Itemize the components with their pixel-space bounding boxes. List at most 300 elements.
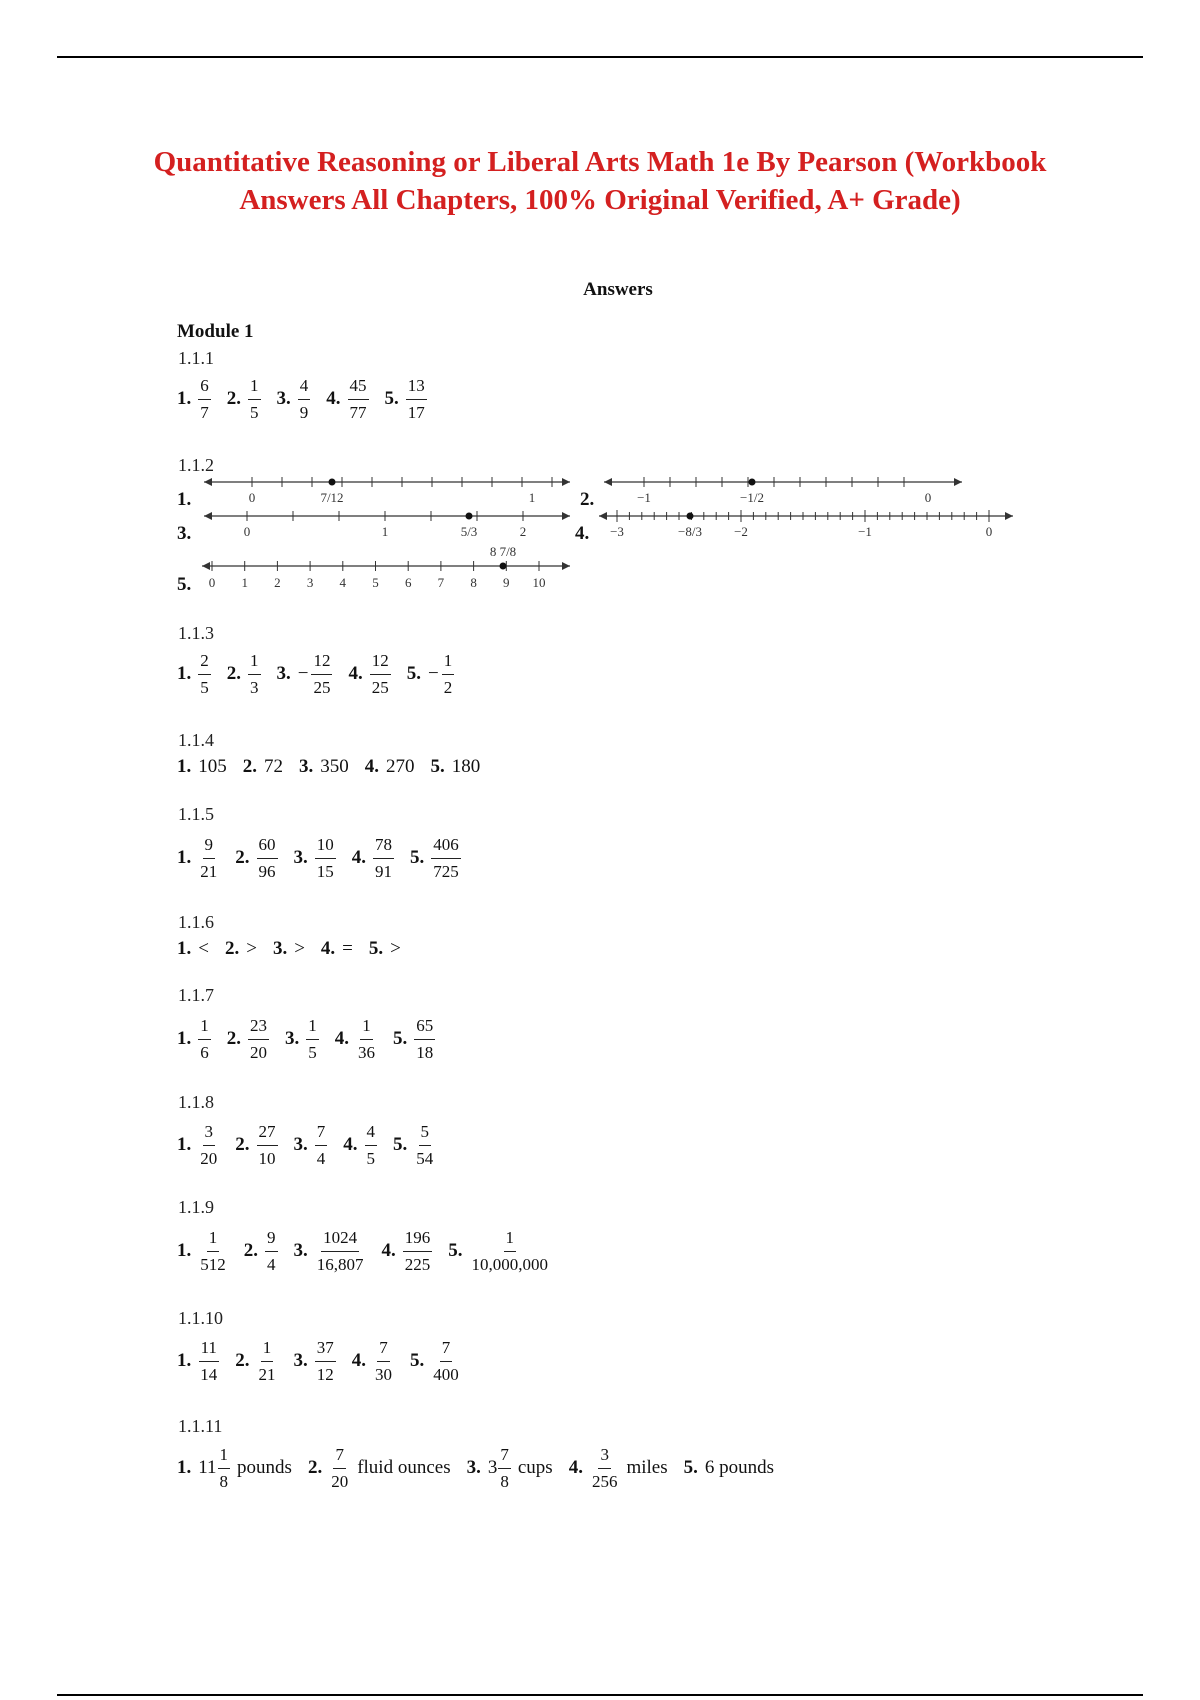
answer-item bbox=[294, 1227, 366, 1276]
denominator: 10,000,000 bbox=[471, 1254, 548, 1274]
answer-number: 4. bbox=[320, 938, 336, 959]
denominator: 91 bbox=[375, 861, 392, 881]
numerator: 7 bbox=[498, 1444, 511, 1469]
numerator: 12 bbox=[311, 650, 332, 675]
fraction bbox=[315, 1121, 328, 1170]
answers-row-1-1-6 bbox=[177, 924, 417, 974]
numberline-3 bbox=[200, 504, 575, 544]
denominator: 54 bbox=[416, 1148, 434, 1168]
numerator: 3 bbox=[598, 1444, 611, 1469]
answer-value: 270 bbox=[386, 756, 415, 777]
answer-item bbox=[365, 756, 415, 778]
denominator: 36 bbox=[358, 1042, 375, 1062]
section-label-1-1-10: 1.1.10 bbox=[178, 1308, 223, 1328]
denominator: 77 bbox=[349, 402, 367, 422]
tick-label: 1 bbox=[528, 490, 536, 505]
answer-item bbox=[227, 650, 261, 699]
answer-value: > bbox=[390, 938, 401, 959]
fraction bbox=[373, 834, 394, 883]
answer-number: 5. bbox=[448, 1240, 463, 1261]
answer-number: 2. bbox=[226, 388, 241, 409]
numerator: 1 bbox=[261, 1337, 274, 1362]
answer-number: 1. bbox=[177, 1028, 192, 1049]
answer-number: 4. bbox=[334, 1028, 349, 1049]
numerator: 23 bbox=[248, 1015, 269, 1040]
section-label-1-1-7: 1.1.7 bbox=[178, 985, 214, 1005]
numerator: 1 bbox=[198, 1015, 211, 1040]
answer-number: 2. bbox=[224, 938, 240, 959]
answer-item bbox=[393, 1015, 435, 1064]
numberline-5-point bbox=[500, 563, 507, 570]
answer-item bbox=[225, 938, 257, 960]
bottom-rule bbox=[57, 1694, 1143, 1696]
answer-item bbox=[407, 650, 454, 699]
tick-label: 0 bbox=[924, 490, 932, 505]
answer-item bbox=[177, 756, 227, 778]
answers-row-1-1-3 bbox=[177, 649, 470, 699]
denominator: 10 bbox=[258, 1148, 276, 1168]
answers-row-1-1-10 bbox=[177, 1336, 477, 1386]
answer-value: < bbox=[198, 938, 209, 959]
answer-number: 2. bbox=[307, 1457, 323, 1478]
answer-number: 3. bbox=[272, 938, 288, 959]
denominator: 5 bbox=[200, 677, 209, 697]
answer-item bbox=[177, 1227, 228, 1276]
answer-value: 350 bbox=[320, 756, 349, 777]
answer-item bbox=[410, 1337, 461, 1386]
fraction bbox=[373, 1337, 394, 1386]
answer-item bbox=[335, 1015, 377, 1064]
tick-label: 8 bbox=[470, 575, 477, 590]
fraction bbox=[257, 1121, 278, 1170]
numberline-2-point bbox=[749, 479, 756, 486]
section-label-1-1-2: 1.1.2 bbox=[178, 455, 214, 475]
answer-number: 2. bbox=[226, 1028, 241, 1049]
numberline-3-label: 3. bbox=[177, 523, 192, 544]
answer-item bbox=[369, 938, 401, 960]
denominator: 25 bbox=[371, 677, 389, 697]
fraction bbox=[198, 1121, 219, 1170]
answers-row-1-1-8 bbox=[177, 1120, 451, 1170]
denominator: 30 bbox=[375, 1364, 392, 1384]
tick-label: 9 bbox=[503, 575, 510, 590]
fraction bbox=[348, 375, 369, 424]
numerator: 1 bbox=[248, 650, 261, 675]
numerator: 7 bbox=[377, 1337, 390, 1362]
negative-sign: − bbox=[427, 663, 439, 684]
fraction bbox=[257, 834, 278, 883]
answers-heading: Answers bbox=[583, 279, 653, 300]
fraction bbox=[311, 650, 332, 699]
answer-number: 1. bbox=[177, 756, 192, 777]
numerator: 1024 bbox=[321, 1227, 359, 1252]
answer-number: 5. bbox=[406, 663, 421, 684]
numerator: 1 bbox=[360, 1015, 373, 1040]
unit-label: pounds bbox=[237, 1457, 292, 1478]
fraction bbox=[218, 1444, 231, 1493]
denominator: 21 bbox=[200, 861, 218, 881]
answer-item bbox=[352, 1337, 394, 1386]
tick-label: 5/3 bbox=[460, 524, 478, 539]
denominator: 2 bbox=[443, 677, 453, 697]
answer-item bbox=[227, 375, 261, 424]
answer-item bbox=[177, 1015, 211, 1064]
answer-number: 3. bbox=[276, 663, 291, 684]
answer-item bbox=[431, 756, 481, 778]
denominator: 20 bbox=[200, 1148, 218, 1168]
answer-item bbox=[385, 375, 427, 424]
answer-item bbox=[326, 375, 368, 424]
denominator: 20 bbox=[250, 1042, 267, 1062]
fraction bbox=[315, 1227, 366, 1276]
tick-label: −3 bbox=[610, 524, 624, 539]
document-title bbox=[100, 143, 1100, 219]
tick-label: 0 bbox=[985, 524, 993, 539]
denominator: 5 bbox=[308, 1042, 317, 1062]
answers-row-1-1-5 bbox=[177, 833, 477, 883]
top-rule bbox=[57, 56, 1143, 58]
answer-number: 3. bbox=[276, 388, 291, 409]
unit-label: cups bbox=[517, 1457, 553, 1478]
numberline-3-point bbox=[466, 513, 473, 520]
fraction bbox=[498, 1444, 511, 1493]
answer-number: 5. bbox=[393, 1028, 408, 1049]
answer-item bbox=[393, 1121, 435, 1170]
answer-item bbox=[177, 1444, 292, 1493]
answer-item bbox=[343, 1121, 377, 1170]
fraction bbox=[257, 1337, 278, 1386]
section-label-1-1-11: 1.1.11 bbox=[178, 1416, 223, 1436]
denominator: 3 bbox=[250, 677, 259, 697]
fraction bbox=[414, 1015, 435, 1064]
answer-number: 4. bbox=[351, 1350, 366, 1371]
answer-item bbox=[235, 1121, 277, 1170]
answer-number: 1. bbox=[177, 1350, 192, 1371]
answer-item bbox=[382, 1227, 433, 1276]
denominator: 17 bbox=[407, 402, 425, 422]
answer-item bbox=[467, 1444, 553, 1493]
answer-number: 1. bbox=[177, 1134, 192, 1155]
answers-row-1-1-1 bbox=[177, 374, 443, 424]
answer-item bbox=[348, 650, 390, 699]
denominator: 256 bbox=[591, 1471, 618, 1491]
unit-label: miles bbox=[626, 1457, 668, 1478]
answer-item bbox=[235, 834, 277, 883]
answer-value: 180 bbox=[451, 756, 481, 777]
answer-number: 3. bbox=[293, 1350, 308, 1371]
answer-number: 5. bbox=[384, 388, 399, 409]
answers-row-1-1-11 bbox=[177, 1443, 790, 1493]
numerator: 37 bbox=[315, 1337, 336, 1362]
fraction bbox=[365, 1121, 378, 1170]
numerator: 6 bbox=[198, 375, 211, 400]
tick-label: 3 bbox=[306, 575, 314, 590]
answer-item bbox=[285, 1015, 319, 1064]
answer-number: 2. bbox=[235, 1350, 250, 1371]
answer-number: 1. bbox=[177, 847, 192, 868]
tick-label: 0 bbox=[208, 575, 216, 590]
numerator: 45 bbox=[348, 375, 369, 400]
fraction bbox=[298, 375, 311, 424]
denominator: 512 bbox=[200, 1254, 226, 1274]
denominator: 9 bbox=[299, 402, 309, 422]
fraction bbox=[198, 650, 211, 699]
answer-number: 5. bbox=[410, 1350, 425, 1371]
answer-number: 2. bbox=[235, 847, 250, 868]
tick-label: −2 bbox=[734, 524, 748, 539]
tick-label: 7 bbox=[437, 575, 445, 590]
numerator: 7 bbox=[315, 1121, 328, 1146]
numberline-5 bbox=[198, 544, 578, 594]
tick-label: 2 bbox=[519, 524, 527, 539]
fraction bbox=[198, 1015, 211, 1064]
fraction bbox=[431, 834, 461, 883]
fraction bbox=[442, 650, 455, 699]
numerator: 60 bbox=[257, 834, 278, 859]
tick-label: 0 bbox=[248, 490, 256, 505]
denominator: 5 bbox=[250, 402, 259, 422]
fraction bbox=[370, 650, 391, 699]
tick-label: 7/12 bbox=[320, 490, 344, 505]
denominator: 18 bbox=[416, 1042, 434, 1062]
answer-item bbox=[277, 650, 333, 699]
answer-number: 4. bbox=[381, 1240, 396, 1261]
answer-number: 4. bbox=[364, 756, 379, 777]
answer-value: 6 pounds bbox=[704, 1457, 775, 1478]
whole-number: 3 bbox=[487, 1457, 498, 1478]
answer-number: 1. bbox=[177, 1240, 192, 1261]
answer-item bbox=[294, 1337, 336, 1386]
section-label-1-1-9: 1.1.9 bbox=[178, 1197, 214, 1217]
numerator: 1 bbox=[306, 1015, 319, 1040]
tick-label: 6 bbox=[404, 575, 412, 590]
denominator: 14 bbox=[200, 1364, 218, 1384]
tick-label: −1 bbox=[637, 490, 651, 505]
numberline-4 bbox=[595, 504, 1020, 544]
denominator: 21 bbox=[258, 1364, 276, 1384]
answer-value: = bbox=[342, 938, 353, 959]
answer-number: 2. bbox=[226, 663, 241, 684]
fraction bbox=[315, 1337, 336, 1386]
fraction bbox=[431, 1337, 461, 1386]
denominator: 5 bbox=[366, 1148, 375, 1168]
answers-row-1-1-7 bbox=[177, 1014, 451, 1064]
denominator: 96 bbox=[258, 861, 276, 881]
denominator: 16,807 bbox=[316, 1254, 364, 1274]
tick-label: 4 bbox=[339, 575, 347, 590]
numerator: 1 bbox=[248, 375, 261, 400]
denominator: 12 bbox=[316, 1364, 334, 1384]
answer-value: > bbox=[246, 938, 257, 959]
denominator: 8 bbox=[219, 1471, 229, 1491]
fraction bbox=[403, 1227, 433, 1276]
answer-number: 3. bbox=[299, 756, 314, 777]
numerator: 5 bbox=[419, 1121, 432, 1146]
answer-number: 4. bbox=[351, 847, 366, 868]
numerator: 406 bbox=[431, 834, 461, 859]
numerator: 1 bbox=[207, 1227, 220, 1252]
answers-row-1-1-4 bbox=[177, 742, 496, 792]
answer-value: 72 bbox=[264, 756, 283, 777]
answer-item bbox=[569, 1444, 668, 1493]
tick-label: 10 bbox=[532, 575, 546, 590]
fraction bbox=[590, 1444, 620, 1493]
numberline-2-label: 2. bbox=[580, 489, 595, 510]
numerator: 7 bbox=[440, 1337, 453, 1362]
tick-label: 5 bbox=[372, 575, 379, 590]
section-label-1-1-1: 1.1.1 bbox=[178, 348, 214, 368]
answer-item bbox=[177, 650, 211, 699]
answer-item bbox=[294, 1121, 328, 1170]
numberline-1-point bbox=[329, 479, 336, 486]
answer-number: 3. bbox=[285, 1028, 300, 1049]
answer-item bbox=[448, 1227, 550, 1276]
numerator: 11 bbox=[199, 1337, 219, 1362]
numerator: 3 bbox=[203, 1121, 216, 1146]
module-heading: Module 1 bbox=[177, 321, 254, 342]
tick-label: −1/2 bbox=[740, 490, 764, 505]
answer-number: 3. bbox=[293, 847, 308, 868]
answer-item bbox=[410, 834, 461, 883]
denominator: 4 bbox=[267, 1254, 276, 1274]
answer-number: 1. bbox=[177, 663, 192, 684]
fraction bbox=[306, 1015, 319, 1064]
denominator: 6 bbox=[200, 1042, 209, 1062]
answer-number: 3. bbox=[293, 1134, 308, 1155]
denominator: 400 bbox=[433, 1364, 459, 1384]
answer-item bbox=[177, 1121, 219, 1170]
numerator: 27 bbox=[257, 1121, 278, 1146]
numerator: 12 bbox=[370, 650, 391, 675]
answer-item bbox=[177, 1337, 219, 1386]
section-label-1-1-3: 1.1.3 bbox=[178, 623, 214, 643]
answer-number: 4. bbox=[326, 388, 341, 409]
title-line-1: Quantitative Reasoning or Liberal Arts Math 1e By Pearson (Workbook bbox=[153, 146, 1047, 178]
whole-number: 11 bbox=[198, 1457, 217, 1478]
fraction bbox=[198, 1227, 228, 1276]
answer-number: 4. bbox=[568, 1457, 583, 1478]
answer-number: 5. bbox=[430, 756, 445, 777]
answer-item bbox=[299, 756, 349, 778]
numberline-4-label: 4. bbox=[575, 523, 590, 544]
answer-item bbox=[277, 375, 311, 424]
numerator: 10 bbox=[315, 834, 336, 859]
denominator: 15 bbox=[316, 861, 334, 881]
denominator: 8 bbox=[500, 1471, 509, 1491]
answer-number: 4. bbox=[343, 1134, 358, 1155]
answer-number: 1. bbox=[177, 938, 192, 959]
denominator: 725 bbox=[433, 861, 459, 881]
numerator: 1 bbox=[218, 1444, 231, 1469]
section-label-1-1-8: 1.1.8 bbox=[178, 1092, 214, 1112]
answer-item bbox=[294, 834, 336, 883]
answer-number: 1. bbox=[177, 388, 192, 409]
answer-number: 5. bbox=[393, 1134, 408, 1155]
fraction bbox=[198, 834, 219, 883]
answer-item bbox=[352, 834, 394, 883]
answer-item bbox=[227, 1015, 269, 1064]
answer-item bbox=[177, 834, 219, 883]
tick-label: −1 bbox=[858, 524, 872, 539]
denominator: 20 bbox=[331, 1471, 349, 1491]
numberline-4-point bbox=[687, 513, 694, 520]
tick-label: 2 bbox=[274, 575, 281, 590]
fraction bbox=[406, 375, 427, 424]
denominator: 4 bbox=[316, 1148, 326, 1168]
tick-label: 0 bbox=[243, 524, 251, 539]
section-label-1-1-5: 1.1.5 bbox=[178, 804, 214, 824]
answer-number: 2. bbox=[242, 756, 257, 777]
answer-number: 2. bbox=[235, 1134, 250, 1155]
numerator: 9 bbox=[265, 1227, 278, 1252]
denominator: 7 bbox=[200, 402, 209, 422]
unit-label: fluid ounces bbox=[357, 1457, 451, 1478]
numerator: 13 bbox=[406, 375, 427, 400]
answer-number: 4. bbox=[348, 663, 363, 684]
section-label-1-1-4: 1.1.4 bbox=[178, 730, 214, 750]
numerator: 4 bbox=[298, 375, 311, 400]
answer-item bbox=[273, 938, 305, 960]
numberline-1-label: 1. bbox=[177, 489, 192, 510]
fraction bbox=[265, 1227, 278, 1276]
tick-label: 1 bbox=[241, 575, 248, 590]
answer-item bbox=[235, 1337, 277, 1386]
answer-number: 5. bbox=[410, 847, 425, 868]
answer-item bbox=[308, 1444, 451, 1493]
numerator: 7 bbox=[333, 1444, 346, 1469]
fraction bbox=[329, 1444, 350, 1493]
answer-number: 3. bbox=[466, 1457, 481, 1478]
fraction bbox=[315, 834, 336, 883]
denominator: 225 bbox=[404, 1254, 431, 1274]
fraction bbox=[248, 650, 261, 699]
answer-value: > bbox=[294, 938, 305, 959]
answer-number: 3. bbox=[293, 1240, 308, 1261]
fraction bbox=[198, 1337, 219, 1386]
numerator: 1 bbox=[442, 650, 455, 675]
fraction bbox=[198, 375, 211, 424]
numerator: 2 bbox=[198, 650, 211, 675]
numberline-5-label: 5. bbox=[177, 574, 192, 595]
answer-item bbox=[243, 756, 283, 778]
answer-item bbox=[177, 375, 211, 424]
numerator: 9 bbox=[203, 834, 216, 859]
answer-number: 2. bbox=[243, 1240, 258, 1261]
answer-value: 105 bbox=[198, 756, 227, 777]
title-line-2: Answers All Chapters, 100% Original Verified, A+ Grade) bbox=[239, 184, 961, 216]
fraction bbox=[470, 1227, 551, 1276]
answer-number: 5. bbox=[368, 938, 384, 959]
answers-row-1-1-9 bbox=[177, 1226, 566, 1276]
numerator: 1 bbox=[504, 1227, 517, 1252]
answer-item bbox=[321, 938, 353, 960]
numerator: 78 bbox=[373, 834, 394, 859]
section-label-1-1-6: 1.1.6 bbox=[178, 912, 214, 932]
numerator: 196 bbox=[403, 1227, 433, 1252]
numerator: 65 bbox=[414, 1015, 435, 1040]
answer-item bbox=[244, 1227, 278, 1276]
negative-sign: − bbox=[297, 663, 309, 684]
answer-number: 1. bbox=[177, 1457, 192, 1478]
answer-item bbox=[177, 938, 209, 960]
fraction bbox=[248, 375, 261, 424]
numerator: 4 bbox=[365, 1121, 378, 1146]
tick-label: 1 bbox=[381, 524, 389, 539]
fraction bbox=[414, 1121, 435, 1170]
denominator: 25 bbox=[313, 677, 331, 697]
fraction bbox=[248, 1015, 269, 1064]
tick-label: −8/3 bbox=[678, 524, 702, 539]
